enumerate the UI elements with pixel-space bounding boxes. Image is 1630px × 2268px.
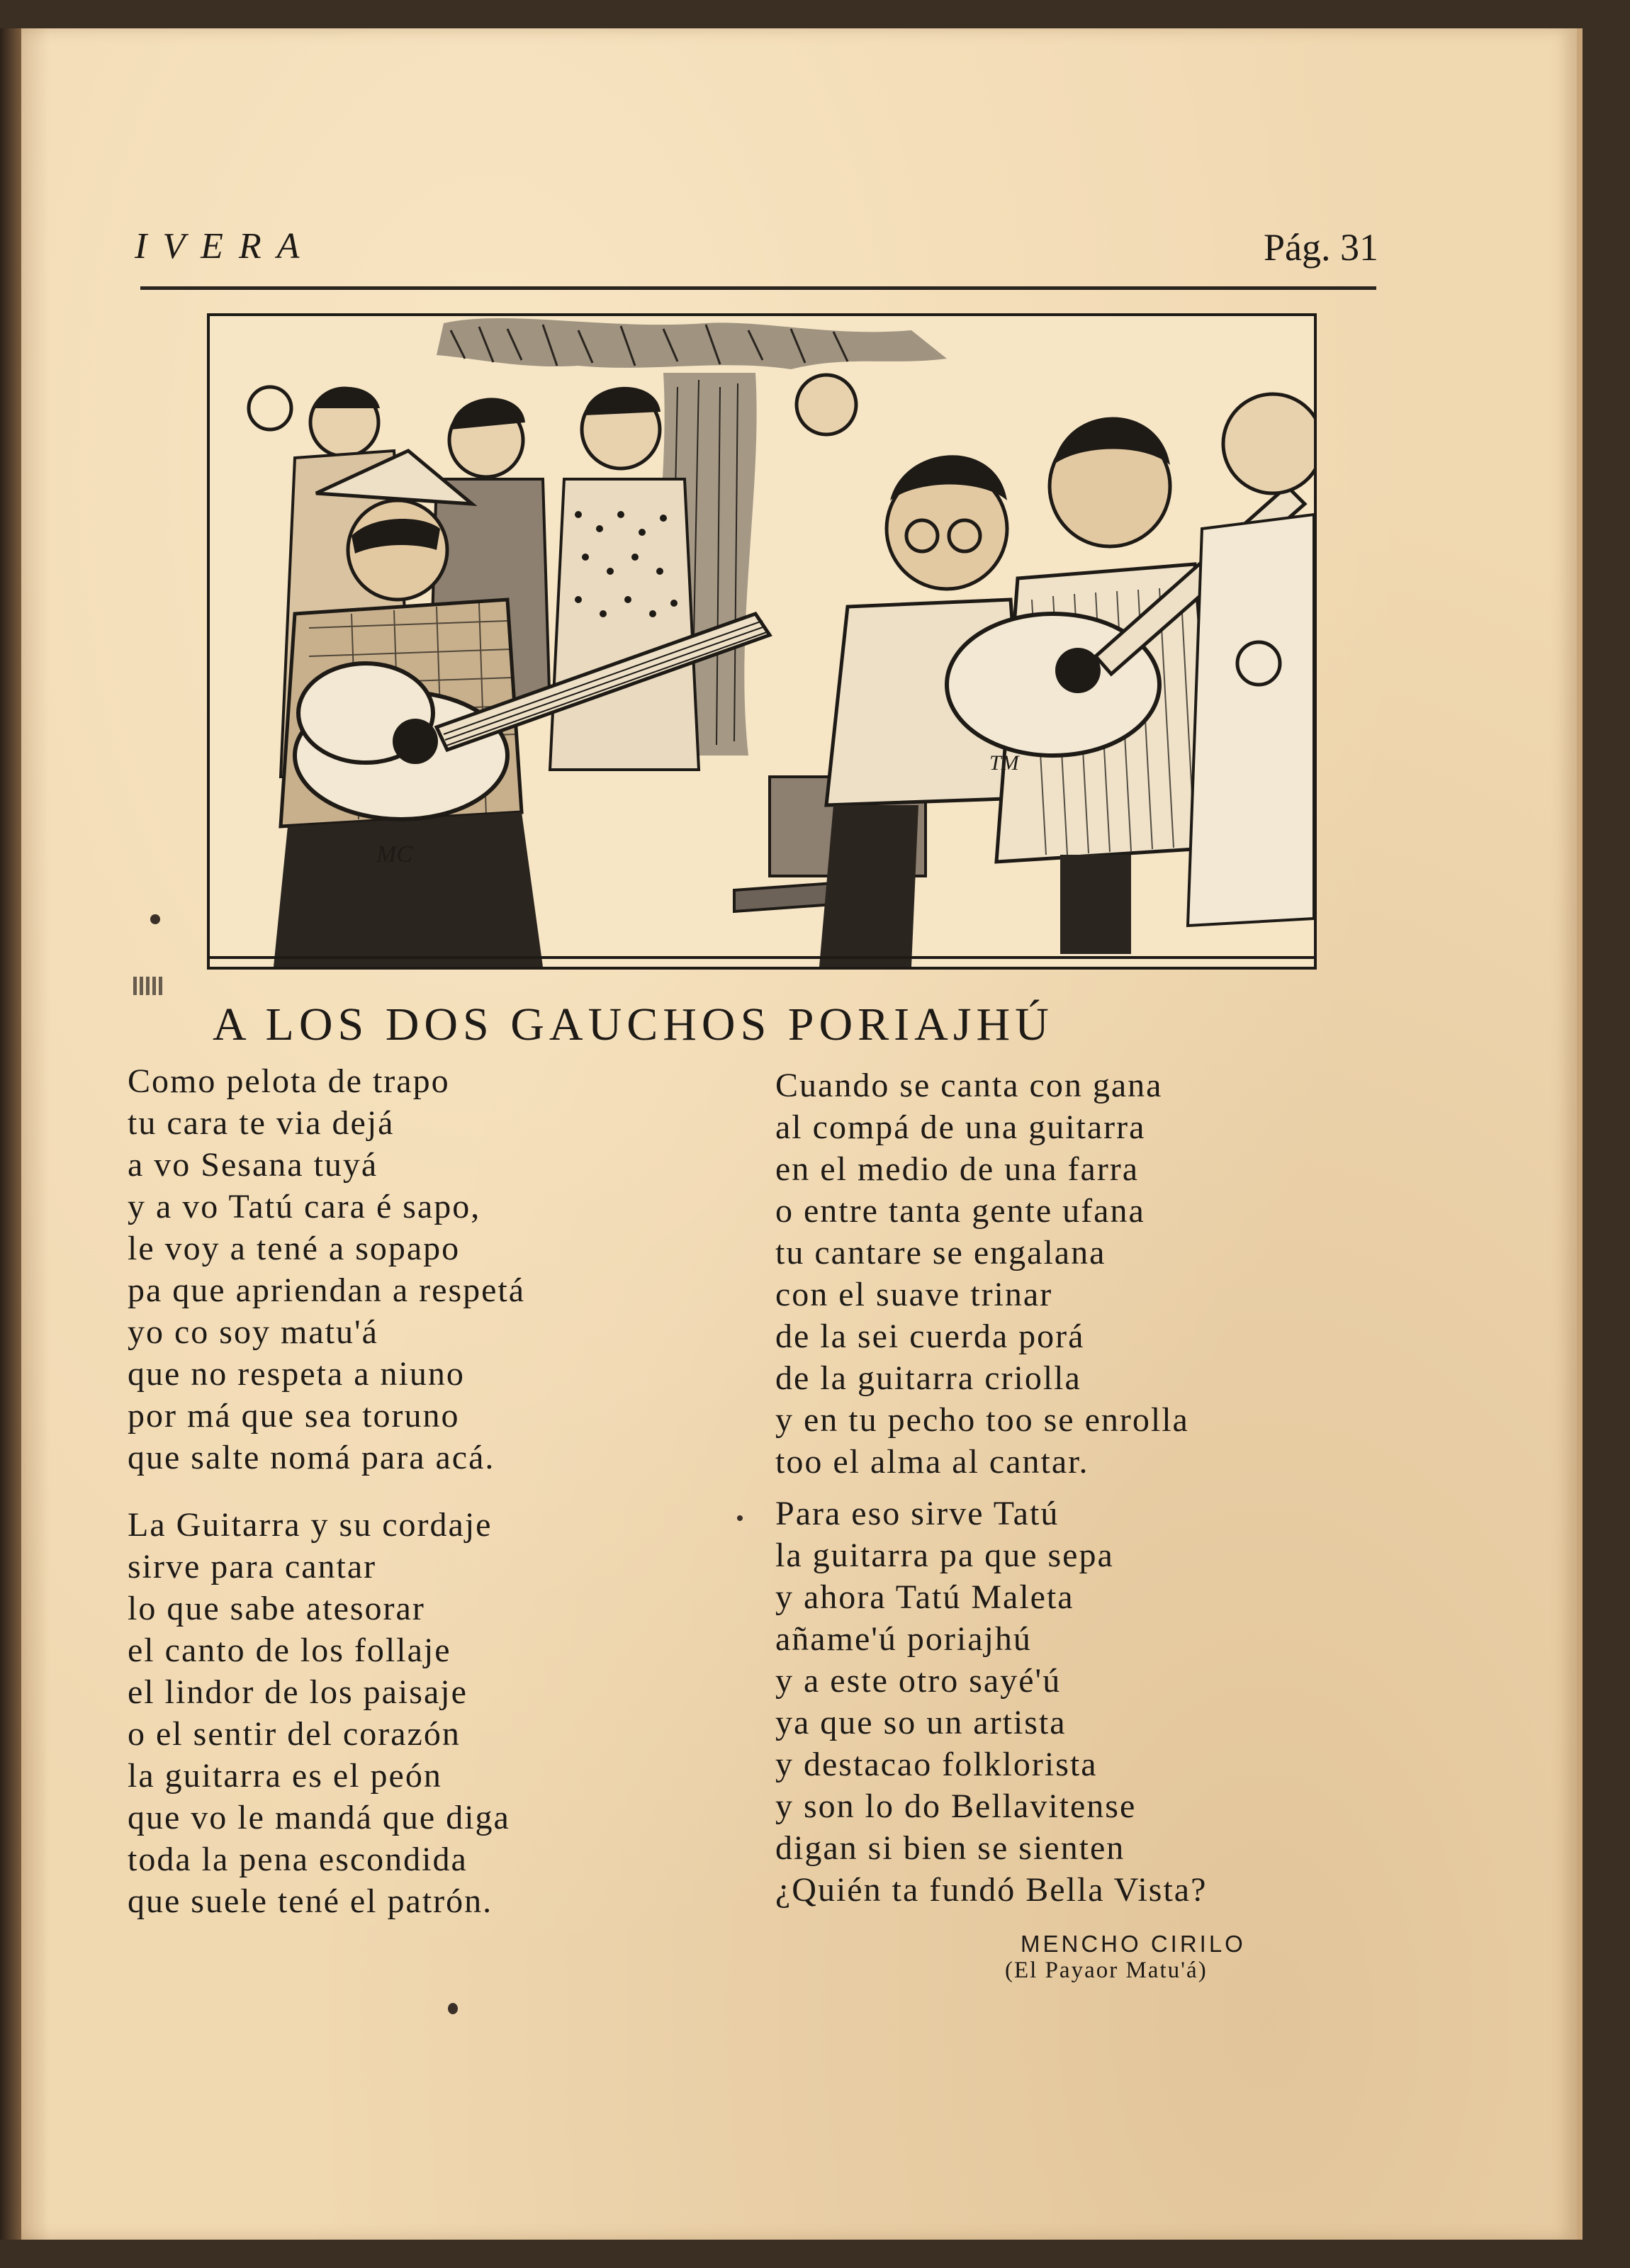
poem-line: too el alma al cantar. — [775, 1443, 1089, 1481]
poem-line: de la guitarra criolla — [775, 1359, 1081, 1397]
poem-line: y a vo Tatú cara é sapo, — [128, 1188, 481, 1225]
author-name: MENCHO CIRILO — [1021, 1931, 1246, 1957]
poem-line: que salte nomá para acá. — [128, 1439, 495, 1476]
poem-line: o entre tanta gente ufana — [775, 1192, 1145, 1230]
poem-line: Para eso sirve Tatú — [775, 1495, 1060, 1532]
poem-line: añame'ú poriajhú — [775, 1620, 1032, 1658]
page-number: Pág. 31 — [1264, 226, 1378, 269]
poem-line: digan si bien se sienten — [775, 1829, 1125, 1867]
ink-speck — [150, 914, 160, 924]
poem-line: en el medio de una farra — [775, 1150, 1140, 1188]
poem-line: que suele tené el patrón. — [128, 1882, 493, 1920]
poem-line: y son lo do Bellavitense — [775, 1787, 1137, 1825]
poem-line: le voy a tené a sopapo — [128, 1230, 461, 1267]
illustration-drawing — [210, 316, 1314, 967]
poem-line: que vo le mandá que diga — [128, 1799, 510, 1836]
poem-line: toda la pena escondida — [128, 1841, 468, 1878]
poem-line: que no respeta a niuno — [128, 1355, 465, 1393]
magazine-name: IVERA — [135, 226, 315, 266]
poem-line: y en tu pecho too se enrolla — [775, 1401, 1189, 1439]
ornament-mark — [133, 977, 163, 995]
poem-line: Como pelota de trapo — [128, 1062, 450, 1100]
ink-speck — [737, 1515, 743, 1521]
poem-line: o el sentir del corazón — [128, 1715, 461, 1753]
poem-line: con el suave trinar — [775, 1276, 1053, 1313]
header-rule — [140, 286, 1376, 290]
poem-line: La Guitarra y su cordaje — [128, 1506, 493, 1544]
poem-line: y ahora Tatú Maleta — [775, 1578, 1074, 1616]
poem-line: lo que sabe atesorar — [128, 1590, 425, 1627]
poem-line: Cuando se canta con gana — [775, 1067, 1163, 1104]
poem-stanza-1 — [128, 1060, 525, 1478]
poem-line: ¿Quién ta fundó Bella Vista? — [775, 1871, 1208, 1909]
poem-line: al compá de una guitarra — [775, 1108, 1146, 1146]
author-alias: (El Payaor Matu'á) — [1005, 1958, 1208, 1983]
poem-line: y a este otro sayé'ú — [775, 1662, 1062, 1700]
poem-stanza-4 — [775, 1493, 1207, 1911]
poem-line: y destacao folklorista — [775, 1746, 1098, 1783]
illustration-signature-left: MC — [376, 841, 412, 868]
poem-stanza-3 — [775, 1065, 1189, 1483]
poem-line: yo co soy matu'á — [128, 1313, 378, 1351]
poem-line: el canto de los follaje — [128, 1632, 451, 1669]
poem-title: A LOS DOS GAUCHOS PORIAJHÚ — [213, 999, 1054, 1050]
illustration-signature-right: TM — [989, 751, 1019, 775]
poem-line: tu cantare se engalana — [775, 1234, 1106, 1271]
poem-line: pa que apriendan a respetá — [128, 1271, 526, 1309]
poem-stanza-2 — [128, 1504, 510, 1922]
poem-line: el lindor de los paisaje — [128, 1673, 468, 1711]
poem-line: ya que so un artista — [775, 1704, 1067, 1741]
poem-line: la guitarra pa que sepa — [775, 1537, 1114, 1574]
book-spine — [0, 28, 21, 2240]
poem-line: a vo Sesana tuyá — [128, 1146, 378, 1184]
gaucho-guitarists-illustration — [207, 313, 1317, 970]
poem-line: por má que sea toruno — [128, 1397, 460, 1435]
ink-speck — [448, 2003, 458, 2014]
poem-line: de la sei cuerda porá — [775, 1318, 1085, 1355]
poem-line: sirve para cantar — [128, 1548, 377, 1585]
poem-line: la guitarra es el peón — [128, 1757, 442, 1795]
poem-line: tu cara te via dejá — [128, 1104, 395, 1142]
